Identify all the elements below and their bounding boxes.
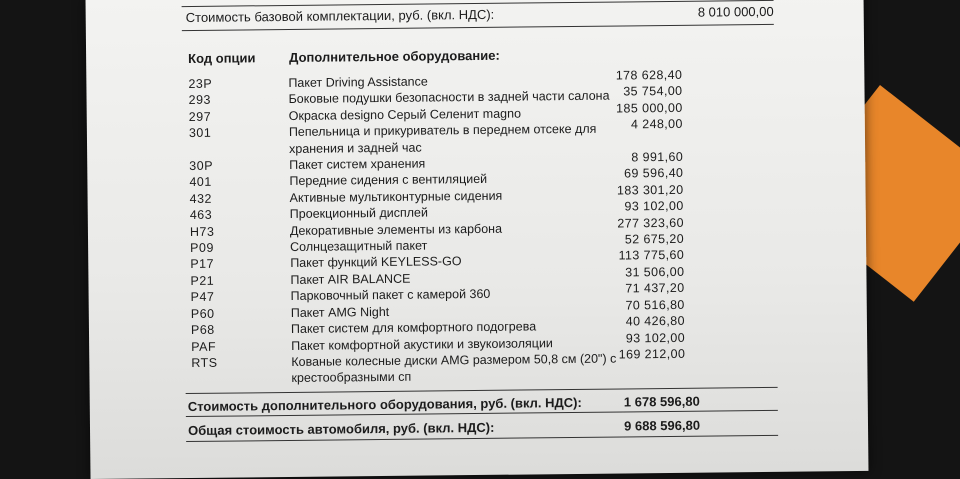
option-code: 297	[188, 109, 212, 124]
option-code: RTS	[191, 355, 218, 370]
extra-cost-value: 1 678 596,80	[623, 393, 700, 410]
option-price: 71 437,20	[625, 281, 685, 296]
total-cost-value: 9 688 596,80	[624, 417, 701, 434]
option-price: 69 596,40	[624, 166, 684, 181]
option-price: 178 628,40	[615, 67, 683, 83]
option-desc: Пакет систем для комфортного подогрева	[290, 319, 537, 337]
option-price: 93 102,00	[625, 330, 686, 345]
option-code: 463	[189, 208, 213, 223]
option-code: P09	[190, 240, 214, 256]
option-price: 93 102,00	[624, 199, 684, 214]
base-price-row	[186, 4, 774, 25]
option-code: H73	[189, 224, 215, 239]
option-price: 277 323,60	[617, 215, 684, 231]
base-price-label: Стоимость базовой комплектации, руб. (вкл. НДС):	[185, 6, 495, 26]
option-desc: Пепельница и прикуриватель в переднем отсеке для хранения и задней час	[288, 121, 597, 156]
option-desc: Проекционный дисплей	[289, 205, 429, 222]
option-desc: Окраска designo Серый Селенит magno	[288, 106, 522, 123]
option-desc: Пакет Driving Assistance	[288, 74, 428, 90]
option-desc: Пакет AMG Night	[290, 304, 390, 320]
option-price: 113 775,60	[618, 248, 685, 263]
option-code: 301	[188, 125, 212, 141]
options-list	[186, 67, 777, 388]
base-price-value: 8 010 000,00	[697, 3, 774, 20]
total-cost-label: Общая стоимость автомобиля, руб. (вкл. НДС):	[187, 419, 495, 439]
option-desc: Активные мультиконтурные сидения	[289, 188, 503, 205]
option-price: 169 212,00	[618, 346, 686, 362]
option-code: 23P	[188, 76, 213, 92]
option-price: 40 426,80	[625, 313, 685, 329]
option-desc: Пакет функций KEYLESS-GO	[290, 254, 462, 271]
option-desc: Кованые колесные диски AMG размером 50,8 см (20") с крестообразными сп	[291, 351, 617, 386]
option-code: P60	[190, 306, 215, 321]
option-price: 31 506,00	[625, 264, 685, 280]
option-price: 8 991,60	[631, 149, 684, 165]
price-sheet	[86, 0, 869, 479]
extra-cost-label: Стоимость дополнительного оборудования, руб. (вкл. НДС):	[187, 394, 582, 415]
option-price: 4 248,00	[630, 117, 683, 132]
base-rule	[182, 24, 774, 31]
option-code: PAF	[191, 339, 217, 354]
option-price: 183 301,20	[616, 182, 684, 198]
option-price: 70 516,80	[625, 297, 685, 313]
option-desc: Пакет систем хранения	[289, 156, 426, 172]
option-desc: Пакет AIR BALANCE	[290, 271, 411, 287]
option-code: 30P	[189, 158, 214, 174]
option-desc: Передние сидения с вентиляцией	[289, 172, 488, 189]
option-desc: Декоративные элементы из карбона	[289, 221, 503, 238]
column-header-options: Дополнительное оборудование:	[289, 47, 500, 65]
option-price: 185 000,00	[616, 100, 683, 116]
option-desc: Солнцезащитный пакет	[290, 238, 428, 255]
option-code: P21	[190, 273, 215, 288]
column-header-code: Код опции	[188, 50, 256, 67]
option-code: P47	[190, 290, 215, 305]
option-desc: Пакет комфортной акустики и звукоизоляции	[291, 335, 553, 353]
option-code: P68	[190, 322, 215, 338]
option-price: 52 675,20	[624, 231, 685, 247]
option-code: P17	[190, 257, 215, 272]
option-desc: Боковые подушки безопасности в задней части салона	[288, 89, 610, 107]
option-desc: Парковочный пакет с камерой 360	[290, 287, 491, 304]
option-code: 293	[188, 93, 212, 108]
option-code: 432	[189, 191, 213, 206]
option-code: 401	[189, 175, 212, 190]
option-price: 35 754,00	[623, 84, 683, 99]
